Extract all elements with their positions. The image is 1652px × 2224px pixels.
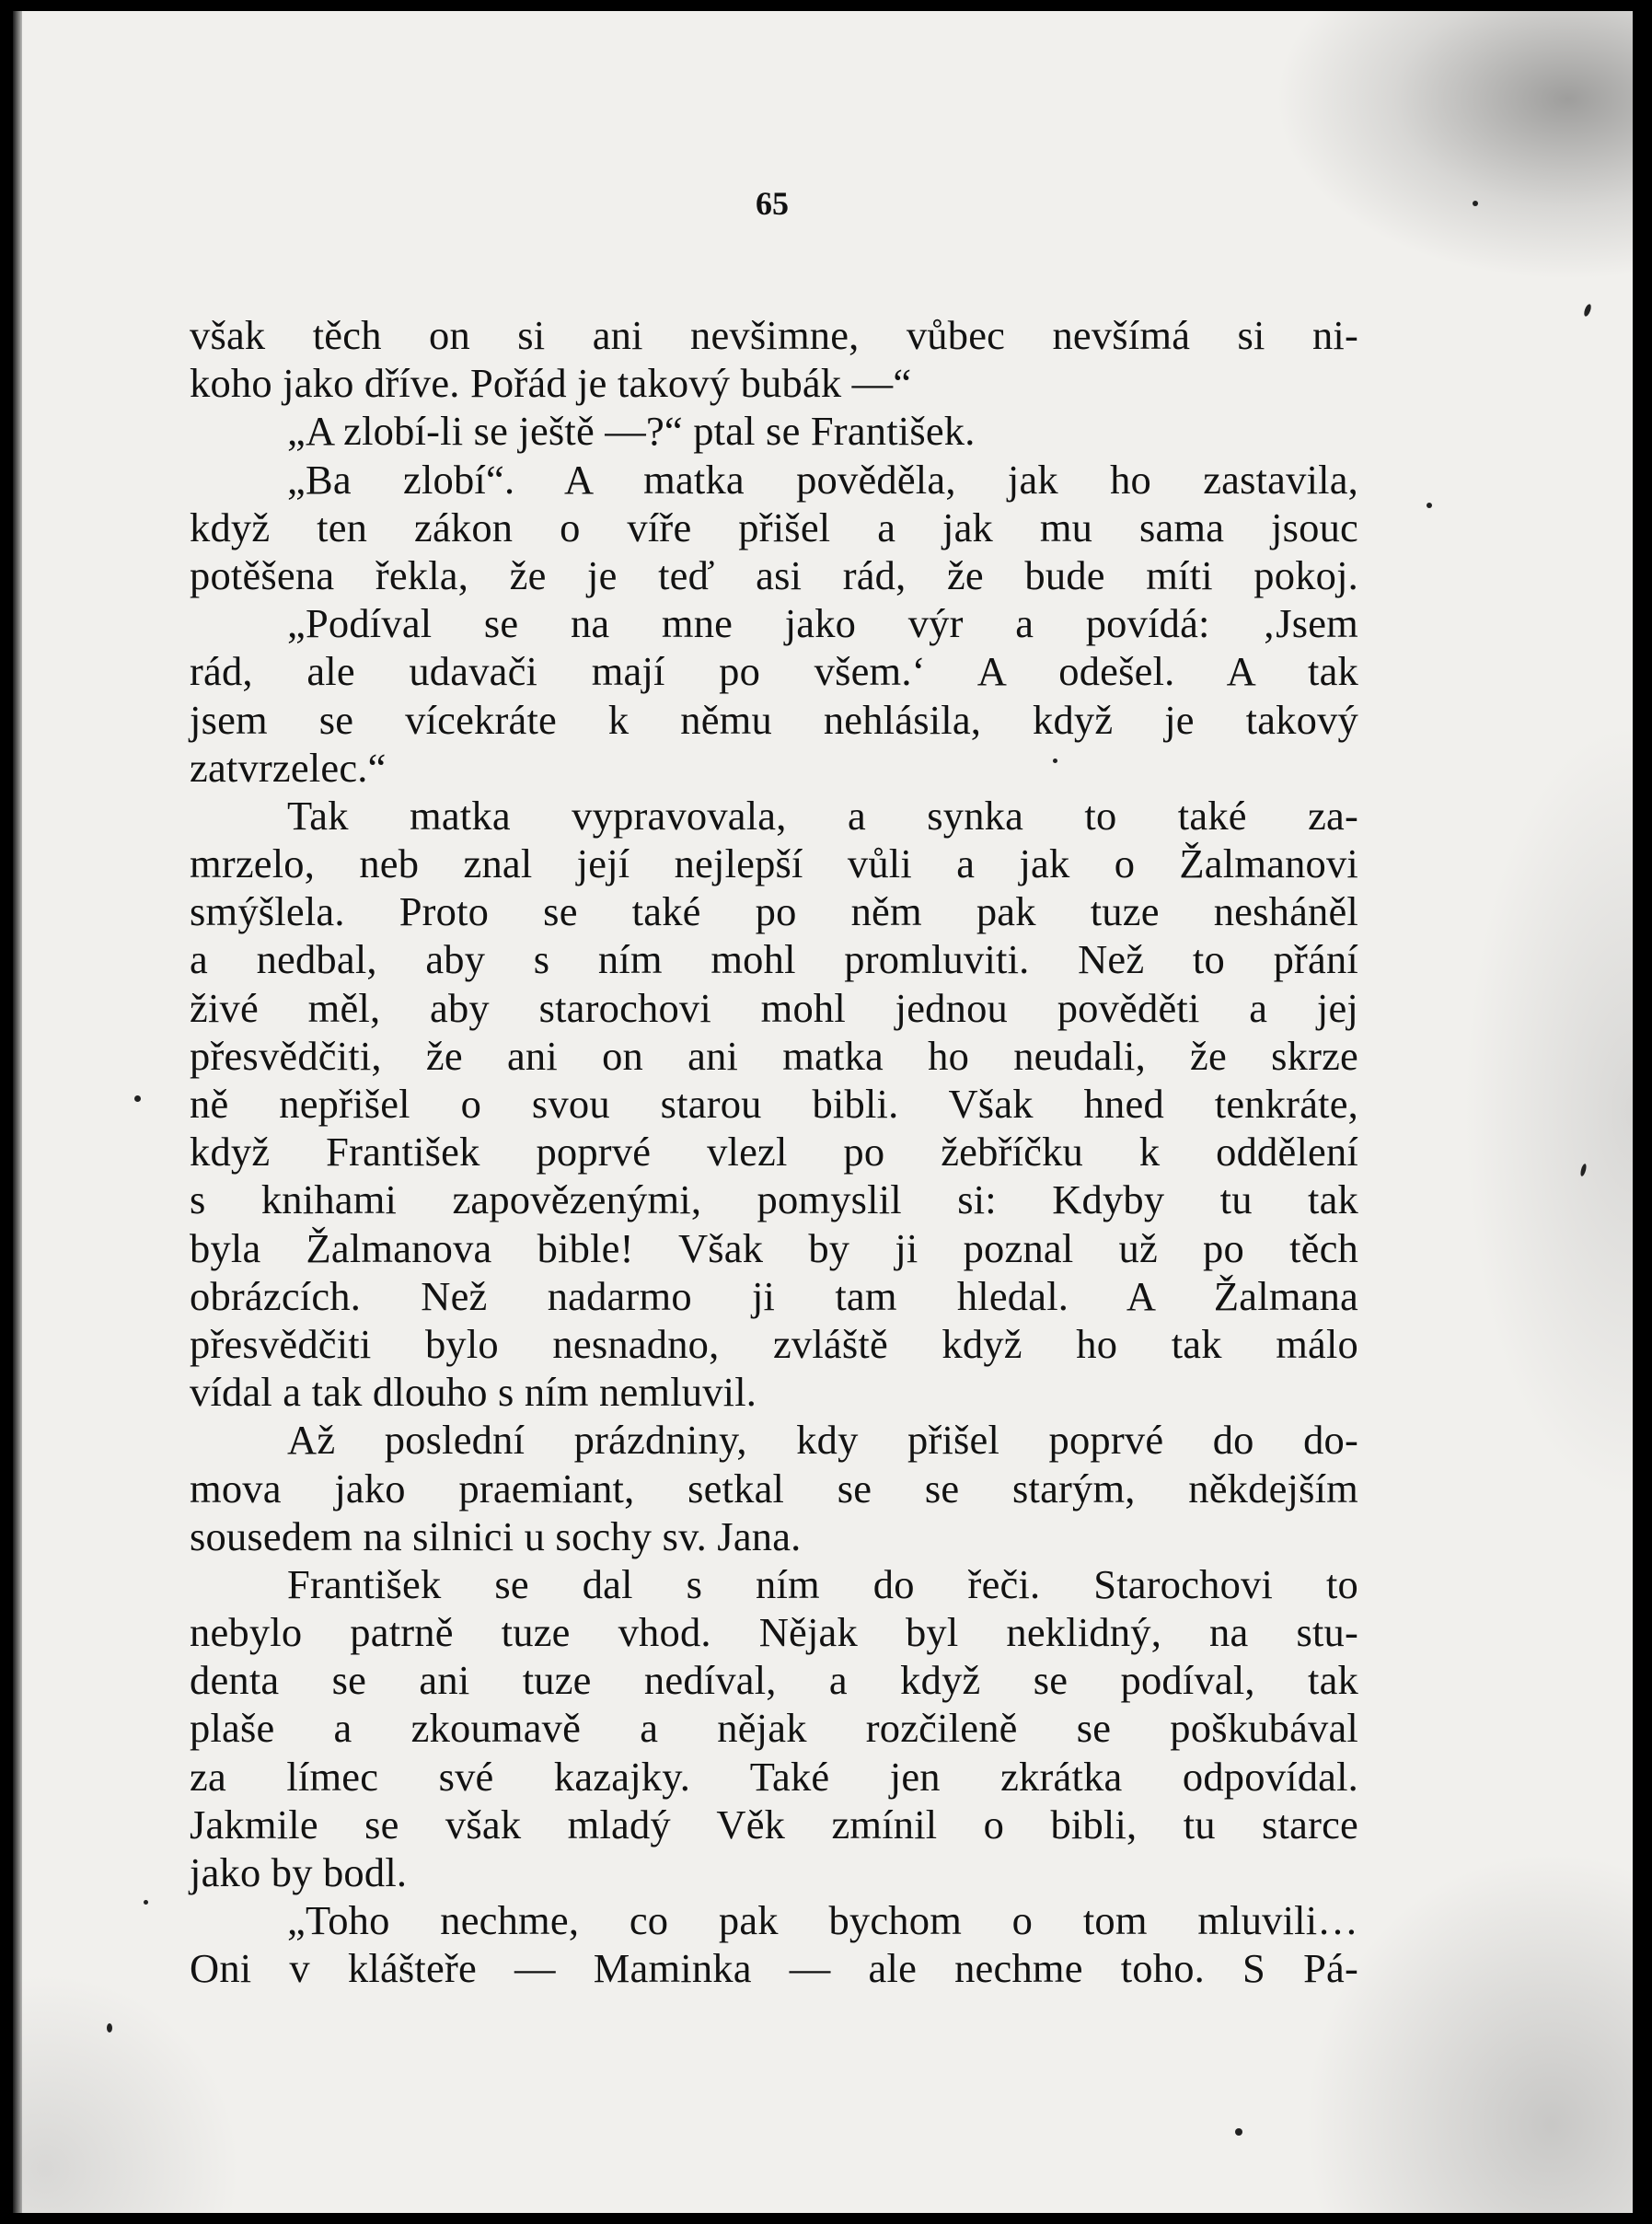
text-line: mrzelo, neb znal její nejlepší vůli a jak o Žalmanovi (190, 840, 1358, 887)
text-line: „A zlobí-li se ještě —?“ ptal se František. (287, 408, 976, 455)
body-text (190, 311, 1358, 1993)
text-line: obrázcích. Než nadarmo ji tam hledal. A Žalmana (190, 1272, 1358, 1319)
speck (134, 1095, 141, 1102)
text-line: rád, ale udavači mají po všem.‘ A odešel. A tak (190, 648, 1358, 695)
text-line: František se dal s ním do řeči. Starochovi to (287, 1560, 1358, 1607)
text-line: ně nepřišel o svou starou bibli. Však hned tenkráte, (190, 1081, 1358, 1127)
speck (107, 2023, 112, 2033)
text-line: sousedem na silnici u sochy sv. Jana. (190, 1512, 802, 1559)
text-line: a nedbal, aby s ním mohl promluviti. Než to přání (190, 936, 1358, 983)
text-line: Až poslední prázdniny, kdy přišel poprvé do do- (287, 1417, 1358, 1464)
text-line: s knihami zapovězenými, pomyslil si: Kdyby tu tak (190, 1176, 1358, 1223)
text-line: „Podíval se na mne jako výr a povídá: ‚Jsem (287, 600, 1358, 647)
text-line: přesvědčiti, že ani on ani matka ho neudali, že skrze (190, 1032, 1358, 1079)
text-line: „Toho nechme, co pak bychom o tom mluvili… (287, 1897, 1358, 1944)
page-number: 65 (756, 185, 789, 222)
speck (1235, 2128, 1242, 2136)
text-line: vídal a tak dlouho s ním nemluvil. (190, 1369, 757, 1416)
text-line: denta se ani tuze nedíval, a když se podíval, tak (190, 1657, 1358, 1704)
speck (144, 1900, 148, 1905)
text-line: živé měl, aby starochovi mohl jednou pověděti a jej (190, 984, 1358, 1031)
text-line: Oni v klášteře — Maminka — ale nechme toho. S Pá- (190, 1945, 1358, 1992)
text-line: když ten zákon o víře přišel a jak mu sama jsouc (190, 504, 1358, 550)
speck (1583, 303, 1592, 317)
text-line: jako by bodl. (190, 1849, 408, 1895)
speck (1473, 201, 1478, 206)
text-line: přesvědčiti bylo nesnadno, zvláště když ho tak málo (190, 1320, 1358, 1367)
text-line: když František poprvé vlezl po žebříčku k oddělení (190, 1129, 1358, 1176)
text-line: nebylo patrně tuze vhod. Nějak byl neklidný, na stu- (190, 1609, 1358, 1656)
page-binding-edge (13, 11, 22, 2213)
text-line: Tak matka vypravovala, a synka to také za- (287, 792, 1358, 839)
speck (1053, 759, 1057, 763)
text-line: Jakmile se však mladý Věk zmínil o bibli, tu starce (190, 1801, 1358, 1848)
book-page (13, 11, 1633, 2213)
text-line: „Ba zlobí“. A matka pověděla, jak ho zastavila, (287, 456, 1358, 503)
text-line: byla Žalmanova bible! Však by ji poznal už po těch (190, 1224, 1358, 1271)
text-line: zatvrzelec.“ (190, 744, 387, 791)
text-line: koho jako dříve. Pořád je takový bubák —“ (190, 360, 912, 407)
text-line: však těch on si ani nevšimne, vůbec nevšímá si ni- (190, 312, 1358, 358)
speck (1579, 1164, 1587, 1177)
text-line: jsem se vícekráte k němu nehlásila, když je takový (190, 696, 1358, 743)
text-line: mova jako praemiant, setkal se se starým, někdejším (190, 1465, 1358, 1512)
text-line: za límec své kazajky. Také jen zkrátka odpovídal. (190, 1753, 1358, 1800)
text-line: plaše a zkoumavě a nějak rozčileně se poškubával (190, 1705, 1358, 1752)
text-line: potěšena řekla, že je teď asi rád, že bude míti pokoj. (190, 551, 1358, 598)
text-line: smýšlela. Proto se také po něm pak tuze nesháněl (190, 888, 1358, 935)
speck (1427, 503, 1432, 508)
